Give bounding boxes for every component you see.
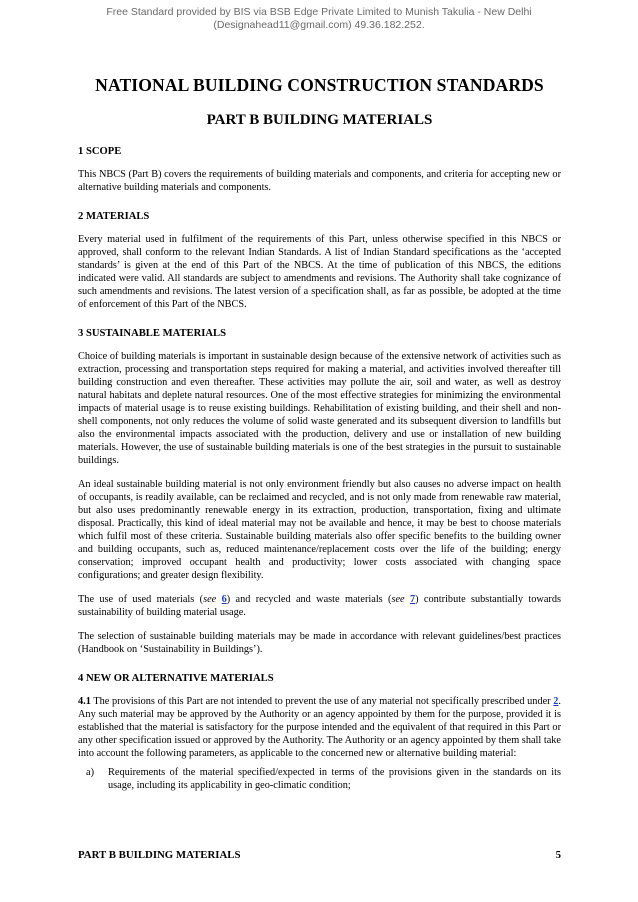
clause-4-1-paragraph xyxy=(78,695,561,760)
section-heading-alternative: 4 NEW OR ALTERNATIVE MATERIALS xyxy=(78,673,274,684)
clause-link-2[interactable]: 2 xyxy=(553,696,559,707)
list-marker: a) xyxy=(86,767,94,778)
document-title: NATIONAL BUILDING CONSTRUCTION STANDARDS xyxy=(95,75,544,95)
see-word: see xyxy=(391,594,405,605)
see-word: see xyxy=(203,594,217,605)
section-heading-scope: 1 SCOPE xyxy=(78,146,122,157)
clause-text-b: . Any such material may be approved by the Authority or an agency appointed by them for the purpose, provided it is established that the material is satisfactory for the purpose intended and the equivalent of that required in this Part or any other specification issued or approved by the Authority. The Authority or an agency appointed by them shall take into account the following parameters, as applicable to the concerned new or alternative building material: xyxy=(78,696,561,759)
page-footer xyxy=(78,849,561,861)
clause-link-6[interactable]: 6 xyxy=(221,594,227,605)
watermark-line-1: Free Standard provided by BIS via BSB Edge Private Limited to Munish Takulia - New Delhi xyxy=(106,6,532,18)
materials-paragraph: Every material used in fulfilment of the requirements of this Part, unless otherwise specified in this NBCS or approved, shall conform to the relevant Indian Standards. A list of Indian Standard specifications as the ‘accepted standards’ is given at the end of this Part of the NBCS. At the time of publication of this NBCS, the editions indicated were valid. All standards are subject to amendments and revisions. The Authority shall take cognizance of such amendments and revisions. The latest version of a specification shall, as far as possible, be adopted at the time of enforcement of this Part of the NBCS. xyxy=(78,234,561,310)
sustainable-paragraph-1: Choice of building materials is important in sustainable design because of the extensive network of activities such as extraction, processing and transportation steps required for making a material, and activities involved thereafter till building construction and even thereafter. These activities may pollute the air, soil and water, as well as destroy natural habitats and deplete natural resources. One of the most effective strategies for minimizing the environmental impacts of material usage is to reuse existing buildings. Rehabilitation of existing building, and their shell and non-shell components, not only reduces the volume of solid waste generated and its subsequent diversion to landfills but also the environmental impacts associated with the production, delivery and use or installation of new building materials. However, the use of sustainable building materials is one of the best strategies in the pursuit to sustainable buildings. xyxy=(78,351,561,466)
clause-text-a: The provisions of this Part are not intended to prevent the use of any material not specifically prescribed under xyxy=(90,696,554,707)
p3-text-c: ) contribute substantially towards sustainability of building material usage. xyxy=(78,594,562,618)
sustainable-paragraph-3 xyxy=(78,593,561,619)
scope-paragraph: This NBCS (Part B) covers the requirements of building materials and components, and criteria for accepting new or alternative building materials and components. xyxy=(78,169,561,193)
footer-title: PART B BUILDING MATERIALS xyxy=(78,849,241,861)
section-heading-sustainable: 3 SUSTAINABLE MATERIALS xyxy=(78,328,226,339)
watermark xyxy=(0,6,638,32)
section-heading-materials: 2 MATERIALS xyxy=(78,211,150,222)
sustainable-paragraph-4: The selection of sustainable building materials may be made in accordance with relevant guidelines/best practices (Handbook on ‘Sustainability in Buildings’). xyxy=(78,631,561,655)
page-number: 5 xyxy=(555,849,561,861)
document-subtitle: PART B BUILDING MATERIALS xyxy=(206,112,433,128)
clause-link-7[interactable]: 7 xyxy=(409,594,416,605)
watermark-line-2: (Designahead11@gmail.com) 49.36.182.252. xyxy=(213,19,425,31)
page-content xyxy=(78,74,561,792)
list-item-text: Requirements of the material specified/expected in terms of the provisions given in the standards on its usage, including its applicability in geo-climatic condition; xyxy=(108,767,561,791)
list-item xyxy=(78,766,561,792)
clause-number: 4.1 xyxy=(78,696,91,707)
p3-text-a: The use of used materials ( xyxy=(78,594,204,605)
p3-text-b: ) and recycled and waste materials ( xyxy=(226,594,392,605)
sustainable-paragraph-2: An ideal sustainable building material is not only environment friendly but also causes no adverse impact on health of occupants, is readily available, can be reclaimed and recycled, and is not only made from renewable raw material, but also uses predominantly renewable energy in its extraction, production, transportation, fixing and ultimate disposal. Practically, this kind of ideal material may not be available and hence, it may be best to choose materials which fulfil most of these criteria. Sustainable building materials also offer specific benefits to the building owner and building occupants, such as, reduced maintenance/replacement costs over the life of the building; energy conservation; improved occupant health and productivity; lower costs associated with changing space configurations; and greater design flexibility. xyxy=(78,479,561,581)
